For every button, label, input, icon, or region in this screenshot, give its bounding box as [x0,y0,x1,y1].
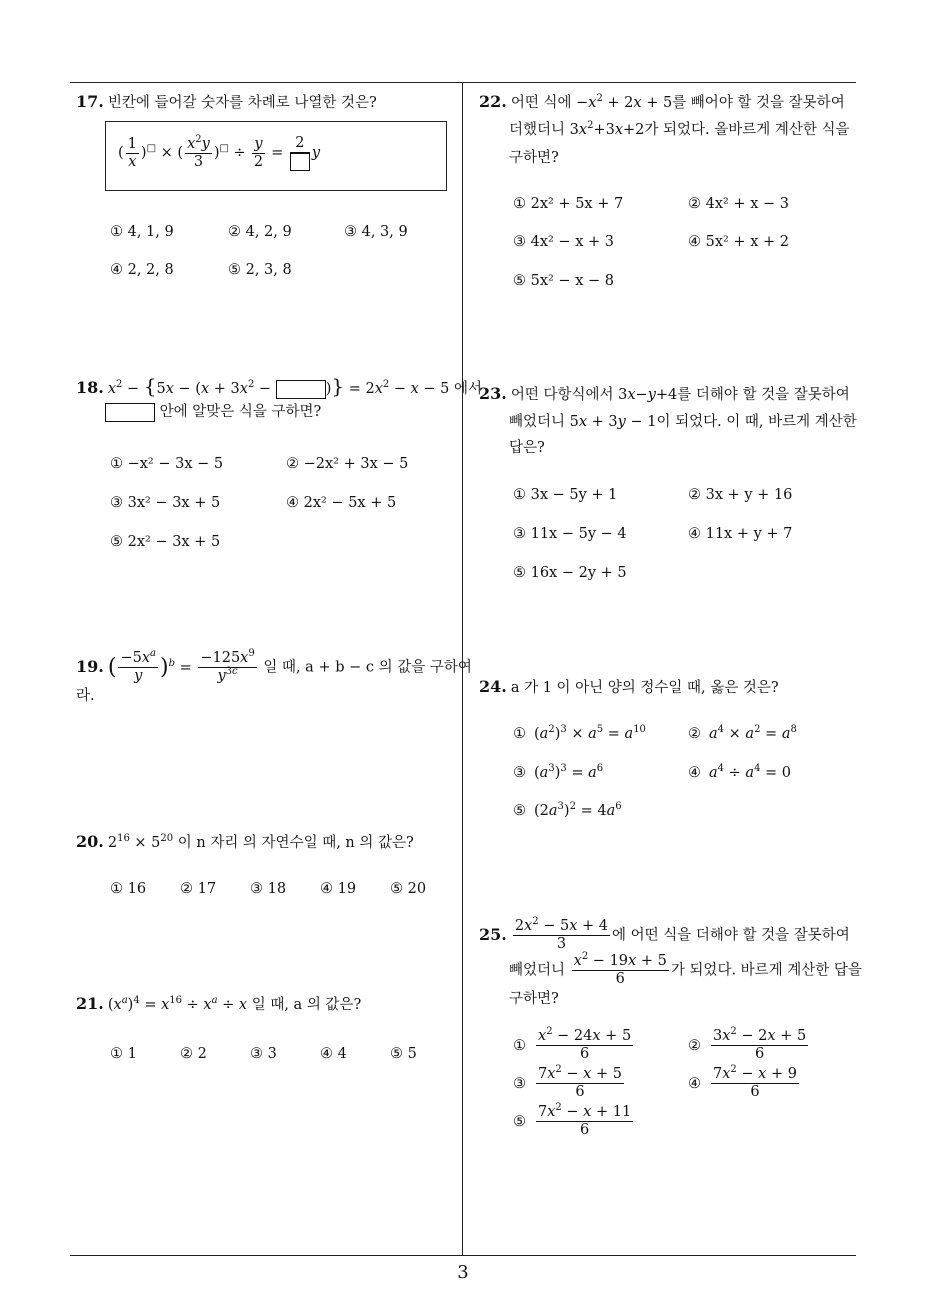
question-text: 에 어떤 식을 더해야 할 것을 잘못하여 [612,927,850,944]
question-text: 에서 [454,381,483,397]
option-5[interactable]: ⑤ 2x² − 3x + 5 [110,534,221,550]
option-2[interactable]: ② −2x² + 3x − 5 [286,456,409,472]
option-1[interactable]: ① 4, 1, 9 [110,224,174,240]
option-3[interactable]: ③ 3x² − 3x + 5 [110,495,221,511]
option-1[interactable]: ① $\frac{x^2 - 24x + 5}{6}$ [513,1026,632,1062]
equation: $\frac{2x^2 - 5x + 4}{3}$ [514,916,609,952]
option-marker: ② [688,726,701,742]
page-number: 3 [457,1262,469,1283]
question-text: 라. [76,688,95,704]
question-number: 18. [76,378,104,397]
option-5[interactable]: ⑤ 5x² − x − 8 [513,273,614,289]
option-marker: ⑤ [513,803,526,819]
bottom-rule [70,1255,856,1256]
option-3[interactable]: ③ 4x² − x + 3 [513,234,614,250]
question-25-line3: 구하면? [509,991,559,1007]
option-5[interactable]: ⑤ $(2a^3)^2 = 4a^6$ [513,801,622,819]
question-19-line2 [76,682,95,710]
question-number: 24. [479,677,507,696]
equation: ( $\frac{1}{x}$ )□ × ( $\frac{x^2y}{3}$ )□ ÷ $\frac{y}{2}$ = 2 y [118,133,321,170]
option-5[interactable]: ⑤ 5 [390,1046,417,1062]
option-3[interactable]: ③ 11x − 5y − 4 [513,526,627,542]
option-2[interactable]: ② 2 [180,1046,207,1062]
question-22-line3: 구하면? [509,150,559,166]
option-3[interactable]: ③ 18 [250,881,287,897]
option-5[interactable]: ⑤ 2, 3, 8 [228,262,292,278]
option-4[interactable]: ④ 2x² − 5x + 5 [286,495,397,511]
question-23-line3: 답은? [509,440,545,456]
question-number: 21. [76,994,104,1013]
question-23-line2 [509,408,857,436]
option-2[interactable]: ② 3x + y + 16 [688,487,793,503]
top-rule [70,82,856,83]
equation: 5x + 3y − 1 [569,414,657,430]
option-1[interactable]: ① 16 [110,881,147,897]
question-number: 23. [479,384,507,403]
question-text: 빼었더니 [509,962,566,979]
option-4[interactable]: ④ 19 [320,881,357,897]
question-text: 를 더해야 할 것을 잘못하여 [677,387,850,403]
option-2[interactable]: ② 4x² + x − 3 [688,196,789,212]
equation: ( $\frac{-5x^a}{y}$ )$^b$ = $\frac{-125x^9}{y^{3c}}$ [107,648,255,684]
option-4[interactable]: ④ $a^4 \div a^4 = 0$ [688,763,792,781]
question-text: 이 n 자리 의 자연수일 때, n 의 값은? [177,835,414,851]
option-3[interactable]: ③ $\frac{7x^2 - x + 5}{6}$ [513,1064,622,1100]
option-4[interactable]: ④ 2, 2, 8 [110,262,174,278]
question-17 [76,88,377,117]
option-5[interactable]: ⑤ 16x − 2y + 5 [513,565,627,581]
option-3[interactable]: ③ 4, 3, 9 [344,224,408,240]
answer-blank [105,403,155,422]
equation: $\frac{x^2 - 19x + 5}{6}$ [573,951,667,987]
question-text: 어떤 식에 [510,95,572,111]
equation: $(x^a)^4 = x^{16} \div x^a \div x$ [107,995,248,1013]
option-4[interactable]: ④ 11x + y + 7 [688,526,793,542]
option-1[interactable]: ① 1 [110,1046,137,1062]
question-25 [479,918,850,953]
option-marker: ① [513,1037,526,1054]
question-19 [76,650,472,685]
option-1[interactable]: ① 3x − 5y + 1 [513,487,618,503]
option-1[interactable]: ① 2x² + 5x + 7 [513,196,624,212]
question-text: 일 때, a + b − c 의 값을 구하여 [263,659,472,676]
question-22 [479,88,845,117]
question-text: 더했더니 [509,122,566,138]
option-marker: ④ [688,1075,701,1092]
question-23 [479,380,850,409]
option-1[interactable]: ① −x² − 3x − 5 [110,456,224,472]
option-4[interactable]: ④ 4 [320,1046,347,1062]
question-text: 일 때, a 의 값은? [251,997,362,1013]
question-text: 가 되었다. 올바르게 계산한 식을 [644,122,850,138]
option-marker: ④ [688,765,701,781]
question-18-line2 [105,398,321,426]
equation: $3x^2+3x+2$ [569,120,645,138]
option-2[interactable]: ② $\frac{3x^2 - 2x + 5}{6}$ [688,1026,807,1062]
option-marker: ① [513,726,526,742]
question-21 [76,990,361,1019]
question-number: 25. [479,924,507,944]
option-3[interactable]: ③ 3 [250,1046,277,1062]
answer-blank [276,380,326,399]
question-text: 를 빼어야 할 것을 잘못하여 [672,95,845,111]
answer-blank [290,153,310,171]
option-5[interactable]: ⑤ $\frac{7x^2 - x + 11}{6}$ [513,1102,632,1138]
option-marker: ③ [513,1075,526,1092]
option-3[interactable]: ③ $(a^3)^3 = a^6$ [513,763,604,781]
question-text: a 가 1 이 아닌 양의 정수일 때, 옳은 것은? [510,680,779,696]
option-2[interactable]: ② 4, 2, 9 [228,224,292,240]
question-number: 17. [76,92,104,111]
option-4[interactable]: ④ $\frac{7x^2 - x + 9}{6}$ [688,1064,797,1100]
equation-box [105,121,447,191]
option-marker: ② [688,1037,701,1054]
equation: 3x−y+4 [618,387,678,403]
question-text: 빈칸에 들어갈 숫자를 차례로 나열한 것은? [107,95,377,111]
option-4[interactable]: ④ 5x² + x + 2 [688,234,789,250]
equation: $2^{16} \times 5^{20}$ [107,833,174,851]
equation: $x^2 - \{5x - (x + 3x^2$ − )} = $2x^2 - x - 5$ [107,374,455,398]
option-1[interactable]: ① $(a^2)^3 \times a^5 = a^{10}$ [513,724,646,742]
option-5[interactable]: ⑤ 20 [390,881,427,897]
question-25-line2 [509,953,862,988]
question-text: 안에 알맞은 식을 구하면? [159,404,322,420]
option-2[interactable]: ② $a^4 \times a^2 = a^8$ [688,724,797,742]
question-22-line2 [509,116,850,144]
option-marker: ③ [513,765,526,781]
question-20 [76,828,414,857]
question-text: 가 되었다. 바르게 계산한 답을 [670,962,862,979]
option-marker: ⑤ [513,1113,526,1130]
question-number: 20. [76,832,104,851]
question-text: 이 되었다. 이 때, 바르게 계산한 [656,414,857,430]
equation: $-x^2 + 2x + 5$ [576,93,673,111]
question-24 [479,673,779,702]
question-number: 19. [76,656,104,676]
question-number: 22. [479,92,507,111]
question-text: 어떤 다항식에서 [510,387,614,403]
question-text: 빼었더니 [509,414,566,430]
option-2[interactable]: ② 17 [180,881,217,897]
